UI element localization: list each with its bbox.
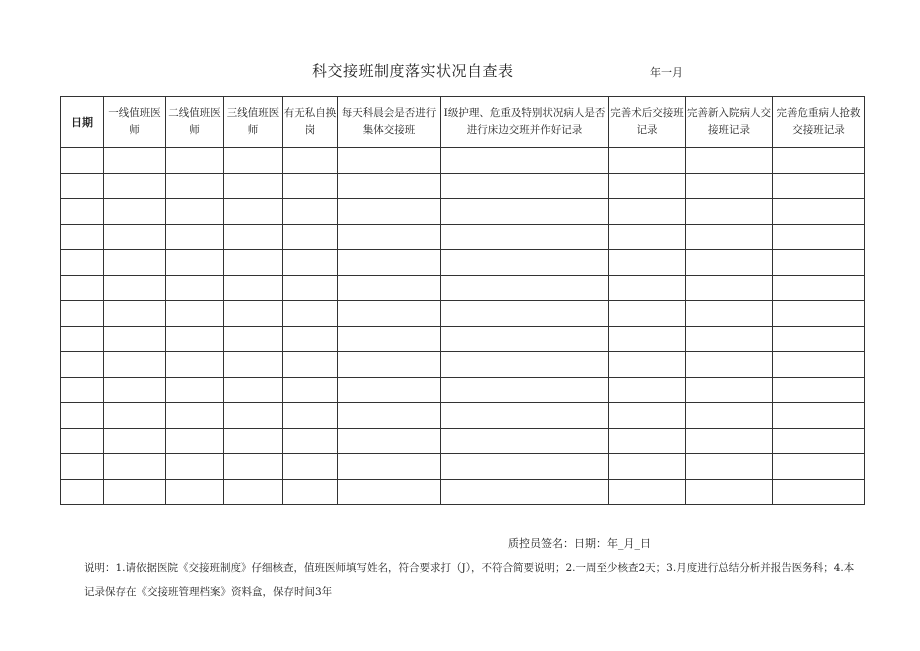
table-cell[interactable] (224, 479, 283, 505)
table-cell[interactable] (609, 326, 686, 352)
table-cell[interactable] (166, 148, 224, 174)
table-cell[interactable] (224, 173, 283, 199)
table-row (61, 250, 865, 276)
table-cell[interactable] (686, 428, 773, 454)
header-second-line-doctor: 二线值班医师 (166, 97, 224, 148)
table-cell[interactable] (224, 403, 283, 429)
table-cell[interactable] (609, 301, 686, 327)
table-cell[interactable] (166, 250, 224, 276)
table-cell[interactable] (686, 479, 773, 505)
table-cell[interactable] (609, 224, 686, 250)
year-month-field: 年一月 (650, 66, 683, 79)
table-cell[interactable] (104, 403, 166, 429)
table-cell[interactable] (166, 199, 224, 225)
table-cell[interactable] (224, 148, 283, 174)
table-cell[interactable] (338, 403, 441, 429)
table-cell[interactable] (773, 250, 865, 276)
table-row (61, 326, 865, 352)
table-row (61, 199, 865, 225)
table-cell[interactable] (609, 352, 686, 378)
table-cell[interactable] (441, 403, 609, 429)
table-cell[interactable] (609, 377, 686, 403)
table-cell[interactable] (224, 377, 283, 403)
table-cell[interactable] (61, 275, 104, 301)
table-cell[interactable] (166, 224, 224, 250)
table-cell[interactable] (283, 428, 338, 454)
table-cell[interactable] (609, 250, 686, 276)
table-cell[interactable] (283, 454, 338, 480)
table-cell[interactable] (224, 275, 283, 301)
table-cell[interactable] (104, 377, 166, 403)
table-cell[interactable] (338, 352, 441, 378)
table-cell[interactable] (104, 301, 166, 327)
table-cell[interactable] (283, 173, 338, 199)
table-cell[interactable] (338, 454, 441, 480)
table-row (61, 173, 865, 199)
table-cell[interactable] (61, 250, 104, 276)
table-cell[interactable] (609, 479, 686, 505)
table-cell[interactable] (104, 454, 166, 480)
table-cell[interactable] (441, 250, 609, 276)
table-cell[interactable] (104, 428, 166, 454)
table-cell[interactable] (166, 326, 224, 352)
header-critical-rescue-handover-record: 完善危重病人抢救交接班记录 (773, 97, 865, 148)
table-cell[interactable] (338, 479, 441, 505)
table-row (61, 224, 865, 250)
table-cell[interactable] (166, 301, 224, 327)
header-postop-handover-record: 完善术后交接班记录 (609, 97, 686, 148)
table-cell[interactable] (441, 326, 609, 352)
header-morning-meeting-handover: 每天科晨会是否进行集体交接班 (338, 97, 441, 148)
table-cell[interactable] (104, 326, 166, 352)
table-cell[interactable] (773, 199, 865, 225)
table-body (61, 148, 865, 505)
table-cell[interactable] (224, 224, 283, 250)
self-check-table (60, 96, 865, 505)
table-cell[interactable] (104, 199, 166, 225)
table-cell[interactable] (104, 224, 166, 250)
table-cell[interactable] (686, 454, 773, 480)
table-cell[interactable] (773, 148, 865, 174)
table-cell[interactable] (224, 454, 283, 480)
table-cell[interactable] (61, 454, 104, 480)
table-cell[interactable] (686, 199, 773, 225)
table-cell[interactable] (686, 352, 773, 378)
table-cell[interactable] (61, 148, 104, 174)
table-cell[interactable] (773, 479, 865, 505)
table-cell[interactable] (104, 352, 166, 378)
table-cell[interactable] (609, 428, 686, 454)
table-cell[interactable] (686, 148, 773, 174)
table-cell[interactable] (166, 173, 224, 199)
table-cell[interactable] (283, 326, 338, 352)
table-cell[interactable] (61, 479, 104, 505)
table-cell[interactable] (338, 428, 441, 454)
table-cell[interactable] (338, 275, 441, 301)
table-cell[interactable] (104, 275, 166, 301)
table-cell[interactable] (773, 377, 865, 403)
table-cell[interactable] (166, 428, 224, 454)
instructions-note: 说明：1.请依据医院《交接班制度》仔细核查，值班医师填写姓名，符合要求打（J），不符合简要说明；2.一周至少核查2天；3.月度进行总结分析并报告医务科；4.本记录保存在《交接班管理档案》资料盒，保存时间3年 (84, 562, 855, 598)
header-first-line-doctor: 一线值班医师 (104, 97, 166, 148)
table-cell[interactable] (686, 403, 773, 429)
header-bedside-handover: I级护理、危重及特别状况病人是否进行床边交班并作好记录 (441, 97, 609, 148)
table-cell[interactable] (224, 301, 283, 327)
table-cell[interactable] (609, 454, 686, 480)
table-cell[interactable] (166, 454, 224, 480)
table-cell[interactable] (61, 326, 104, 352)
table-cell[interactable] (283, 199, 338, 225)
table-cell[interactable] (686, 301, 773, 327)
table-cell[interactable] (224, 199, 283, 225)
table-cell[interactable] (773, 403, 865, 429)
table-cell[interactable] (283, 377, 338, 403)
table-cell[interactable] (338, 224, 441, 250)
table-cell[interactable] (441, 428, 609, 454)
table-cell[interactable] (686, 250, 773, 276)
table-cell[interactable] (441, 454, 609, 480)
header-date: 日期 (61, 97, 104, 148)
table-cell[interactable] (61, 403, 104, 429)
table-cell[interactable] (609, 173, 686, 199)
table-cell[interactable] (441, 173, 609, 199)
table-cell[interactable] (441, 275, 609, 301)
table-cell[interactable] (441, 377, 609, 403)
table-cell[interactable] (283, 301, 338, 327)
table-cell[interactable] (61, 352, 104, 378)
table-cell[interactable] (773, 224, 865, 250)
table-cell[interactable] (773, 352, 865, 378)
table-cell[interactable] (441, 301, 609, 327)
table-cell[interactable] (773, 301, 865, 327)
table-row (61, 352, 865, 378)
table-cell[interactable] (283, 250, 338, 276)
header-new-admission-handover-record: 完善新入院病人交接班记录 (686, 97, 773, 148)
table-cell[interactable] (773, 428, 865, 454)
table-cell[interactable] (609, 275, 686, 301)
table-row (61, 148, 865, 174)
table-cell[interactable] (224, 326, 283, 352)
table-cell[interactable] (104, 148, 166, 174)
table-cell[interactable] (104, 479, 166, 505)
table-cell[interactable] (338, 148, 441, 174)
table-cell[interactable] (283, 224, 338, 250)
table-cell[interactable] (686, 326, 773, 352)
table-row (61, 377, 865, 403)
table-cell[interactable] (283, 148, 338, 174)
table-row (61, 275, 865, 301)
table-cell[interactable] (609, 148, 686, 174)
table-cell[interactable] (686, 173, 773, 199)
table-cell[interactable] (61, 199, 104, 225)
table-cell[interactable] (773, 454, 865, 480)
table-cell[interactable] (283, 275, 338, 301)
header-shift-swap: 有无私自换岗 (283, 97, 338, 148)
table-cell[interactable] (224, 428, 283, 454)
header-third-line-doctor: 三线值班医师 (224, 97, 283, 148)
table-cell[interactable] (441, 224, 609, 250)
table-cell[interactable] (224, 352, 283, 378)
table-cell[interactable] (609, 199, 686, 225)
table-cell[interactable] (686, 224, 773, 250)
table-cell[interactable] (61, 428, 104, 454)
table-cell[interactable] (166, 479, 224, 505)
table-cell[interactable] (441, 352, 609, 378)
table-cell[interactable] (104, 250, 166, 276)
table-cell[interactable] (338, 173, 441, 199)
table-cell[interactable] (61, 173, 104, 199)
table-cell[interactable] (773, 173, 865, 199)
table-cell[interactable] (338, 377, 441, 403)
table-cell[interactable] (166, 403, 224, 429)
table-cell[interactable] (441, 148, 609, 174)
table-row (61, 428, 865, 454)
table-cell[interactable] (441, 479, 609, 505)
table-cell[interactable] (338, 326, 441, 352)
inspector-signature-line: 质控员签名：日期：年_月_日 (508, 537, 651, 550)
table-cell[interactable] (166, 275, 224, 301)
table-cell[interactable] (166, 377, 224, 403)
table-cell[interactable] (61, 377, 104, 403)
table-cell[interactable] (441, 199, 609, 225)
table-cell[interactable] (283, 352, 338, 378)
table-cell[interactable] (773, 326, 865, 352)
table-row (61, 403, 865, 429)
table-cell[interactable] (338, 301, 441, 327)
table-cell[interactable] (609, 403, 686, 429)
table-cell[interactable] (283, 403, 338, 429)
table-cell[interactable] (61, 224, 104, 250)
table-cell[interactable] (686, 275, 773, 301)
table-cell[interactable] (104, 173, 166, 199)
table-cell[interactable] (338, 199, 441, 225)
table-row (61, 301, 865, 327)
table-cell[interactable] (224, 250, 283, 276)
table-row (61, 454, 865, 480)
table-cell[interactable] (166, 352, 224, 378)
table-header-row (61, 97, 865, 148)
table-cell[interactable] (686, 377, 773, 403)
table-row (61, 479, 865, 505)
table-cell[interactable] (338, 250, 441, 276)
page-title: 科交接班制度落实状况自查表 (312, 62, 514, 80)
table-cell[interactable] (61, 301, 104, 327)
table-cell[interactable] (773, 275, 865, 301)
table-cell[interactable] (283, 479, 338, 505)
